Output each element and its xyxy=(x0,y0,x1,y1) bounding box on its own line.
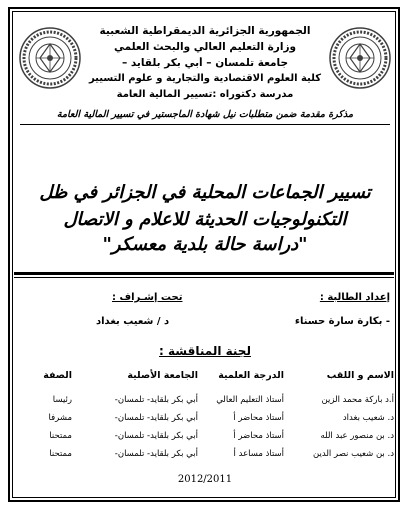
member-rank: أستاذ محاضر أ xyxy=(233,431,284,441)
column-header-name: الاسم و اللقب xyxy=(326,370,394,381)
member-university: أبي بكر بلقايد- تلمسان- xyxy=(114,413,198,423)
university-seal-icon xyxy=(18,26,82,90)
header-ministry: وزارة التعليم العالي والبحث العلمي xyxy=(113,41,297,53)
committee-title: لجنة المناقشة : xyxy=(159,344,251,358)
title-divider-thick xyxy=(14,272,394,275)
committee-table-header xyxy=(14,368,396,391)
supervisor-name: د / شعيب بغداد xyxy=(96,316,170,327)
supervision-label: تحت إشـراف : xyxy=(112,292,183,303)
subtitle-separator xyxy=(20,124,390,125)
member-rank: أستاذ التعليم العالي xyxy=(216,395,284,405)
title-divider-thin xyxy=(14,277,394,278)
committee-table xyxy=(14,368,396,463)
column-header-rank: الدرجة العلمية xyxy=(218,370,284,381)
member-name: أ.د باركة محمد الزين xyxy=(321,395,394,405)
university-seal-icon xyxy=(328,26,392,90)
column-header-university: الجامعة الأصلية xyxy=(127,370,198,381)
header-republic: الجمهورية الجزائرية الديمقراطية الشعبية xyxy=(99,25,311,37)
header-doctoral-school: مدرسة دكتوراه :تسيير المالية العامة xyxy=(116,89,294,100)
table-row xyxy=(14,391,396,409)
thesis-title-line-1: تسيير الجماعات المحلية في الجزائر في ظل xyxy=(39,182,371,203)
header-faculty: كلية العلوم الاقتصادية والتجارية و علوم التسيير xyxy=(88,73,322,84)
preparation-label: إعداد الطالبة : xyxy=(319,292,390,303)
student-name: - بكارة سارة حسناء xyxy=(294,316,390,327)
member-name: د. بن شعيب نصر الدين xyxy=(313,449,394,459)
member-university: أبي بكر بلقايد- تلمسان- xyxy=(114,449,198,459)
table-row xyxy=(14,409,396,427)
thesis-title-line-2: التكنولوجيات الحديثة للاعلام و الاتصال xyxy=(63,209,347,230)
header-university: جامعة تلمسان – أبي بكر بلقايد – xyxy=(121,57,289,69)
member-university: أبي بكر بلقايد- تلمسان- xyxy=(114,431,198,441)
thesis-subtitle: مذكرة مقدمة ضمن متطلبات نيل شهادة الماجستير في تسيير المالية العامة xyxy=(56,109,354,120)
thesis-title-line-3: "دراسة حالة بلدية معسكر" xyxy=(102,234,308,255)
member-university: أبي بكر بلقايد- تلمسان- xyxy=(114,395,198,405)
member-name: د. شعيب بغداد xyxy=(342,413,394,423)
member-role: ممتحنا xyxy=(49,431,72,441)
table-row xyxy=(14,427,396,445)
member-name: د. بن منصور عبد الله xyxy=(320,431,394,441)
academic-year: 2012/2011 xyxy=(177,474,233,485)
member-rank: أستاذ محاضر أ xyxy=(233,413,284,423)
column-header-role: الصفة xyxy=(43,370,72,381)
member-role: رئيسا xyxy=(52,395,72,405)
member-rank: أستاذ مساعد أ xyxy=(233,449,284,459)
member-role: ممتحنا xyxy=(49,449,72,459)
member-role: مشرفا xyxy=(48,413,72,423)
table-row xyxy=(14,445,396,463)
